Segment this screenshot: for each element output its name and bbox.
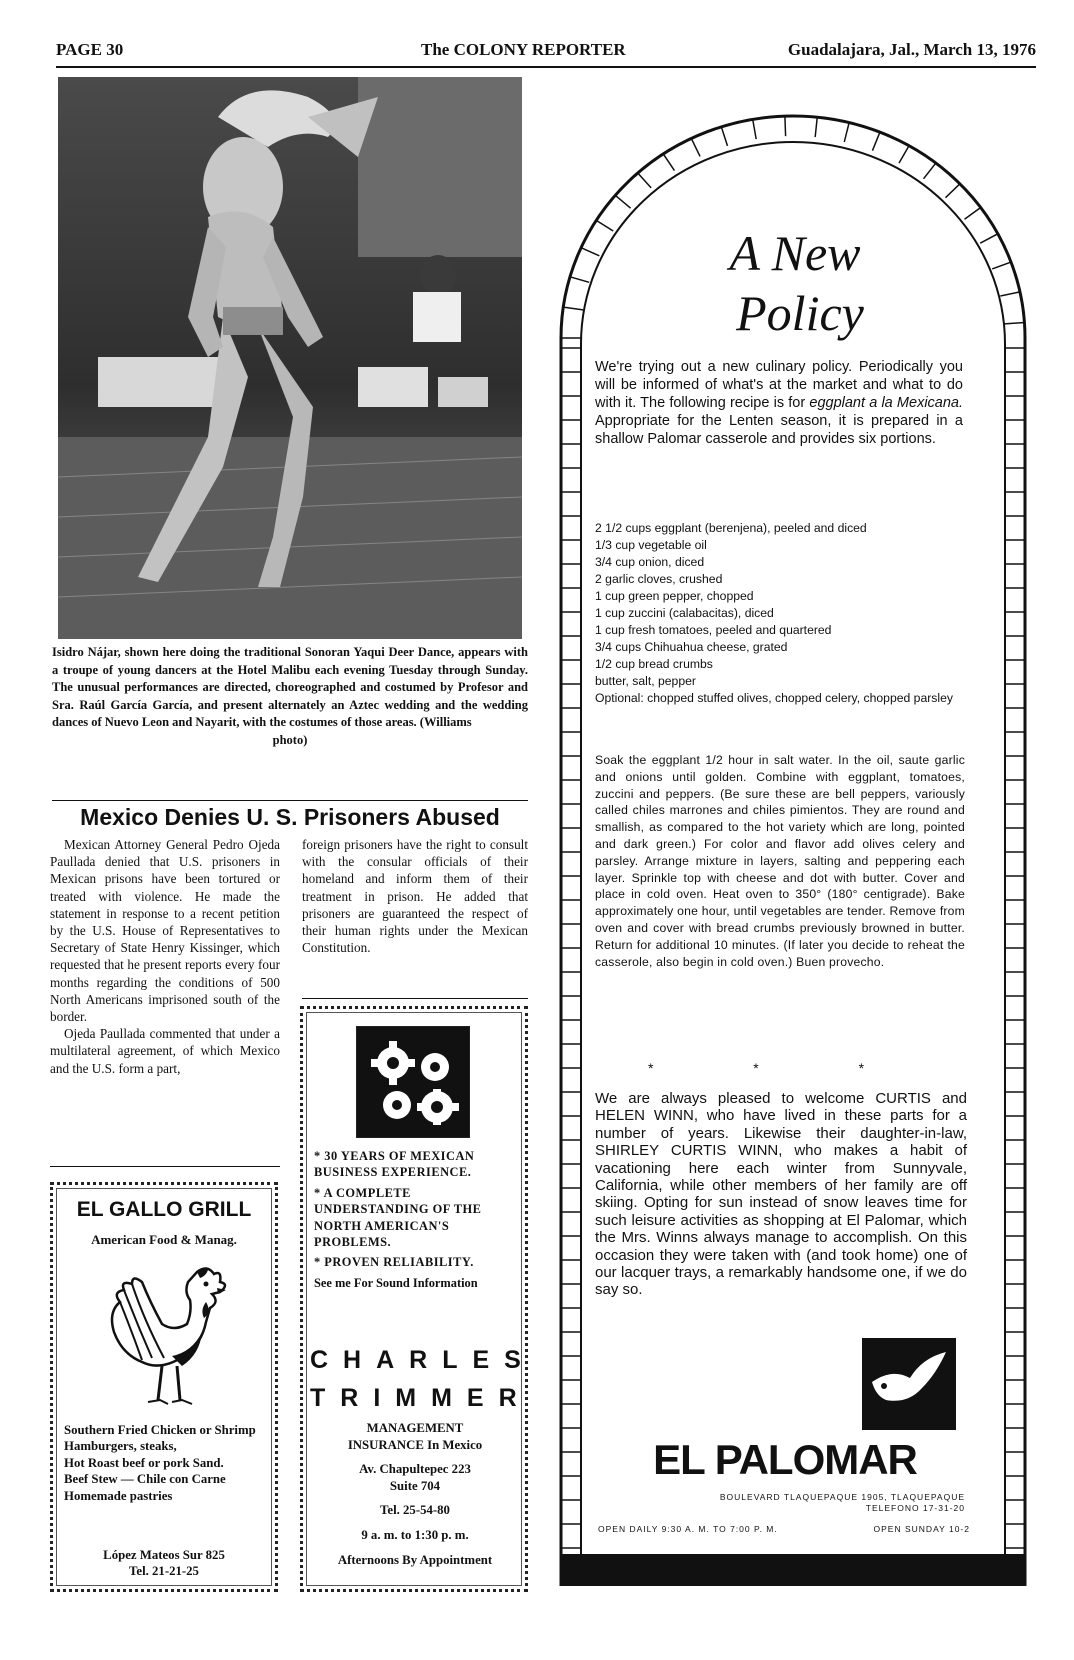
article-paragraph: Ojeda Paullada commented that under a multilateral agreement, of which Mexico and the U.S. form a part, <box>50 1026 280 1076</box>
rooster-illustration <box>102 1262 234 1412</box>
article-column-2 <box>302 836 528 956</box>
ingredient: 2 1/2 cups eggplant (berenjena), peeled and diced <box>595 521 867 535</box>
bullet-item: * A COMPLETE UNDERSTANDING OF THE NORTH AMERICAN'S PROBLEMS. <box>314 1185 482 1250</box>
article-column-1 <box>50 836 280 1077</box>
trimmer-line: Tel. 25-54-80 <box>380 1503 450 1518</box>
article-headline: Mexico Denies U. S. Prisoners Abused <box>80 804 500 830</box>
menu-item: Southern Fried Chicken or Shrimp <box>64 1423 256 1437</box>
palomar-phone: TELEFONO 17-31-20 <box>865 1503 965 1513</box>
intro-text: Appropriate for the Lenten season, it is prepared in a shallow Palomar casserole and provides six portions. <box>595 413 963 447</box>
bullet-item: * PROVEN RELIABILITY. <box>314 1255 474 1270</box>
gallo-phone: Tel. 21-21-25 <box>129 1564 199 1578</box>
section-stars: * * * <box>647 1060 913 1076</box>
palomar-address-block <box>595 1492 965 1514</box>
trimmer-line: Av. Chapultepec 223 <box>359 1462 471 1477</box>
trimmer-line: INSURANCE In Mexico <box>347 1437 483 1452</box>
ingredient: Optional: chopped stuffed olives, chopped celery, chopped parsley <box>595 691 953 705</box>
page-number: PAGE 30 <box>56 40 124 59</box>
social-note: We are always pleased to welcome CURTIS and HELEN WINN, who have lived in these parts for a number of years. Likewise their daughter-in-law, SHIRLEY CURTIS WINN, who makes a habit of vacationing here each winter from Sunnyvale, California, while other members of her family are off skiing. Opting for sun instead of snow leaves time for such leisure activities as shopping at El Palomar, which the Mrs. Winns always manage to accomplish. On this occasion they were taken with (and took home) one of our lacquer trays, a remarkably handsome one, if we do say so. <box>595 1090 967 1299</box>
gallo-ad-title: EL GALLO GRILL <box>76 1198 252 1221</box>
masthead-rule <box>56 66 1036 68</box>
photo-caption-end: photo) <box>272 732 308 747</box>
photo-caption-body: Isidro Nájar, shown here doing the traditional Sonoran Yaqui Deer Dance, appears with a troupe of young dancers at the Hotel Malibu each evening Tuesday through Sunday. The unusual performances are directed, choreographed and costumed by Profesor and Sra. Raúl García García, and present alternately an Aztec wedding and the wedding dances of Nuevo Leon and Nayarit, with the costumes of those areas. (Williams <box>52 645 528 730</box>
ingredient: 3/4 cup onion, diced <box>595 555 705 569</box>
gallo-ad-subtitle: American Food & Manag. <box>91 1232 237 1247</box>
gallo-menu <box>64 1422 274 1504</box>
bullet-item: * 30 YEARS OF MEXICAN BUSINESS EXPERIENCE. <box>314 1149 475 1180</box>
menu-item: Homemade pastries <box>64 1488 173 1503</box>
policy-intro <box>595 358 963 448</box>
dove-logo-icon <box>862 1338 956 1430</box>
newspaper-name: The COLONY REPORTER <box>421 40 626 59</box>
intro-text: We're trying out a new culinary policy. Periodically you will be informed of what's at the market and what to do with it. The following recipe is for <box>595 359 963 411</box>
ingredient: 3/4 cups Chihuahua cheese, grated <box>595 640 788 654</box>
trimmer-line: MANAGEMENT <box>366 1421 464 1435</box>
ingredient: 2 garlic cloves, crushed <box>595 572 723 586</box>
trimmer-first-name: CHARLES <box>310 1346 536 1374</box>
trimmer-line: 9 a. m. to 1:30 p. m. <box>361 1527 469 1542</box>
article-top-rule <box>52 800 528 801</box>
trimmer-bullets <box>314 1148 520 1291</box>
ingredient: 1/2 cup bread crumbs <box>595 657 713 671</box>
ingredient: 1 cup zuccini (calabacitas), diced <box>595 606 774 620</box>
article-paragraph: foreign prisoners have the right to consult with the consular officials of their homeland and inform them of their treatment in prison. He added that prisoners are guaranteed the respect of their human rights under the Mexican Constitution. <box>302 837 528 956</box>
ingredient: 1 cup fresh tomatoes, peeled and quartered <box>595 623 832 637</box>
palomar-sunday-hours: OPEN SUNDAY 10-2 <box>873 1524 970 1534</box>
deer-dance-photo <box>58 77 522 639</box>
gears-logo <box>356 1026 470 1138</box>
photo-caption <box>52 644 528 750</box>
menu-item: Hot Roast beef or pork Sand. <box>64 1455 224 1470</box>
intro-dish: eggplant a la Mexicana. <box>809 395 964 411</box>
ingredient: 1/3 cup vegetable oil <box>595 538 707 552</box>
trimmer-line: Suite 704 <box>389 1478 441 1493</box>
policy-title-line2: Policy <box>736 285 864 341</box>
trimmer-last-name: TRIMMER <box>310 1384 532 1412</box>
gallo-address: López Mateos Sur 825 <box>103 1548 225 1562</box>
palomar-hours: OPEN DAILY 9:30 A. M. TO 7:00 P. M. <box>598 1524 778 1534</box>
menu-item: Hamburgers, steaks, <box>64 1439 177 1454</box>
ingredient: 1 cup green pepper, chopped <box>595 589 754 603</box>
column-rule <box>302 998 528 999</box>
policy-title <box>690 218 900 348</box>
trimmer-contact <box>306 1420 524 1568</box>
policy-title-line1: A New <box>729 225 861 281</box>
menu-item: Beef Stew — Chile con Carne <box>64 1472 226 1487</box>
bullet-tail: See me For Sound Information <box>314 1275 478 1290</box>
recipe-method: Soak the eggplant 1/2 hour in salt water. In the oil, saute garlic and onions until golden. Combine with eggplant, tomatoes, zuccini and peppers. (Be sure these are bell peppers, variously called chiles marrones and chiles pimientos. They are round and smallish, as compared to the hot variety which are long, pointed and dark green.) For color and flavor add olives celery and parsley. Arrange mixture in layers, salting and peppering each layer. Sprinkle top with cheese and dot with butter. Cover and place in cold oven. Heat oven to 350° (180° centigrade). Bake approximately one hour, until vegetables are tender. Remove from oven and cover with bread crumbs previously browned in butter. Return for additional 10 minutes. (If later you decide to reheat the casserole, also begin in cold oven.) Buen provecho. <box>595 753 965 969</box>
trimmer-line: Afternoons By Appointment <box>337 1552 493 1567</box>
column-rule <box>50 1166 280 1167</box>
masthead <box>56 40 1036 66</box>
article-paragraph: Mexican Attorney General Pedro Ojeda Paullada denied that U.S. prisoners in Mexican prisons have been tortured or treated with violence. He made the statement in response to a recent petition by the U.S. House of Representatives to Secretary of State Henry Kissinger, which requested that he present reports every four months regarding the conditions of 500 North Americans imprisoned south of the border. <box>50 837 280 1025</box>
dateline: Guadalajara, Jal., March 13, 1976 <box>787 40 1036 59</box>
gallo-contact <box>56 1547 272 1579</box>
palomar-address: BOULEVARD TLAQUEPAQUE 1905, TLAQUEPAQUE <box>719 1492 965 1502</box>
ingredient-list <box>595 520 965 707</box>
ingredient: butter, salt, pepper <box>595 674 696 688</box>
palomar-logo-text: EL PALOMAR <box>653 1436 917 1483</box>
